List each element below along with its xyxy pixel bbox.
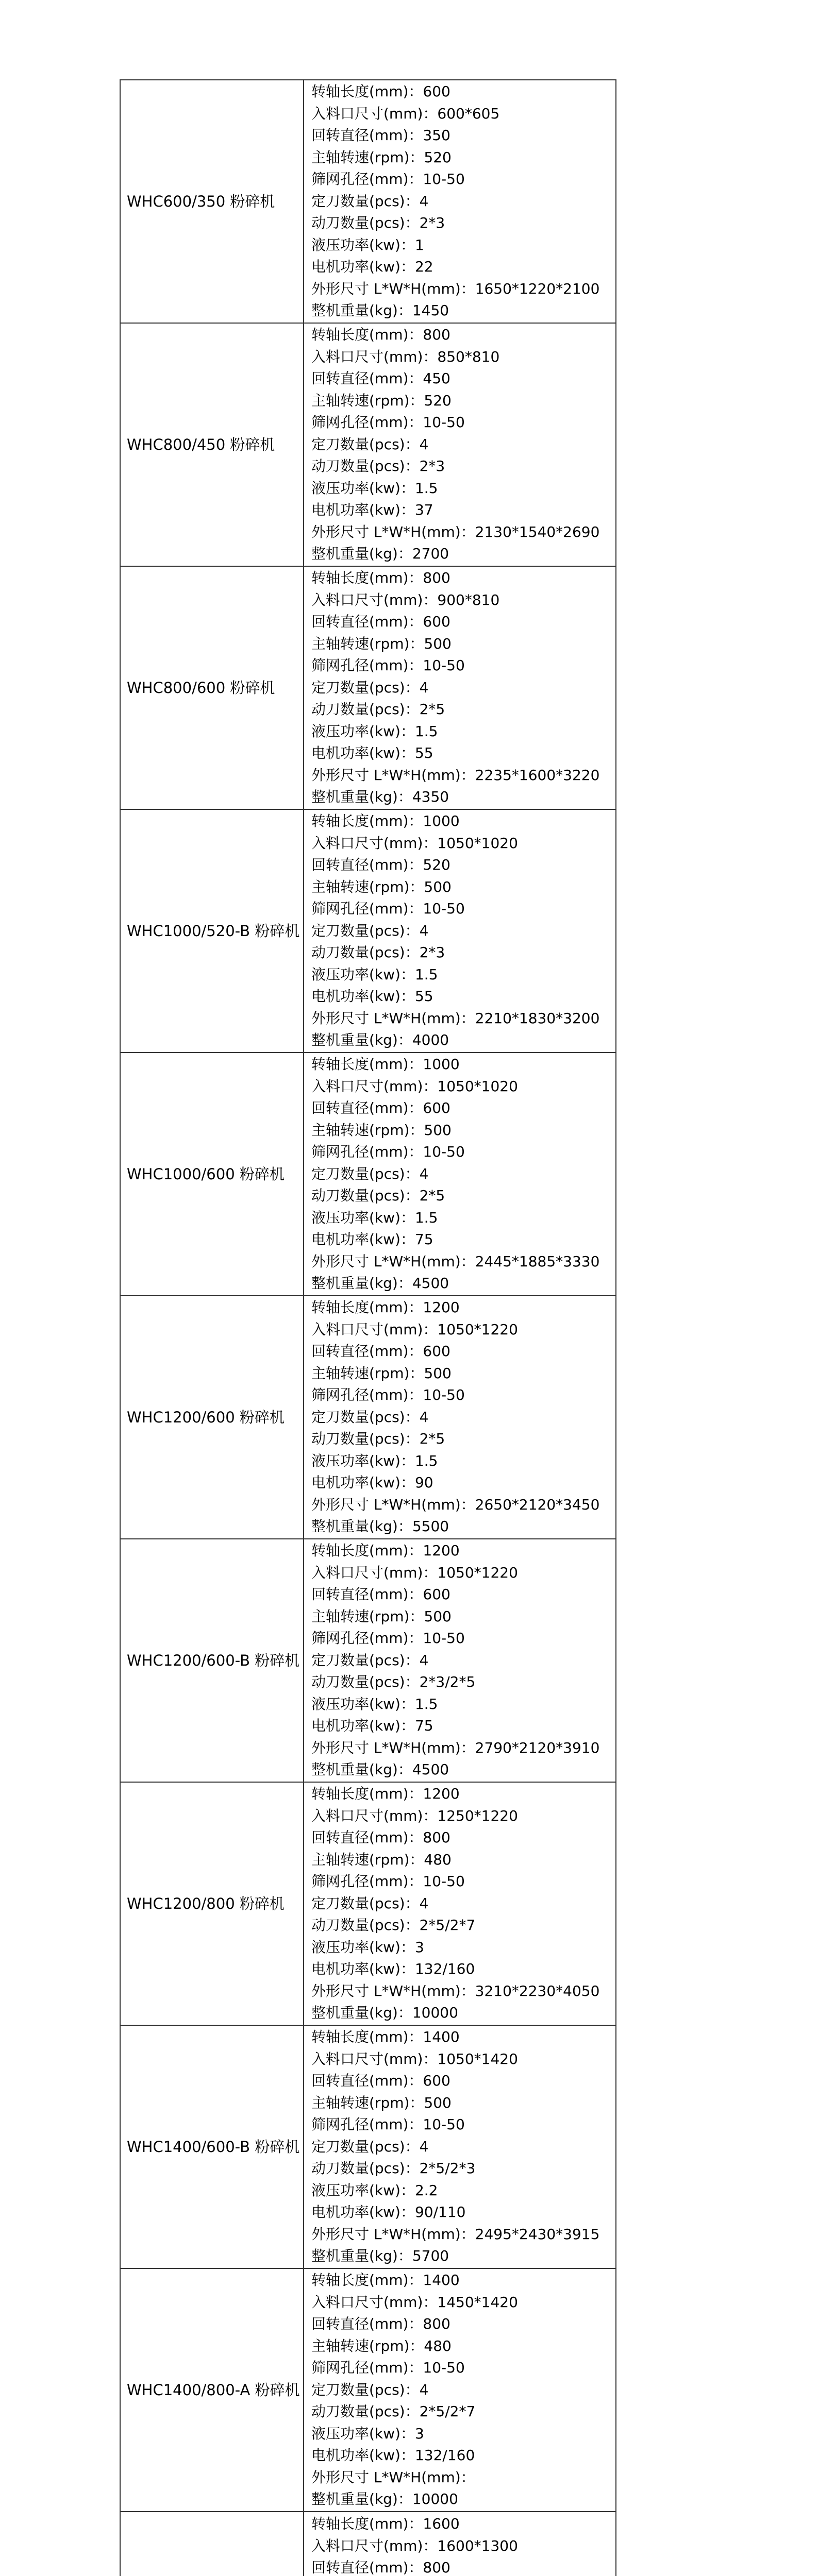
spec-line: 整机重量(kg)：4500: [311, 1275, 449, 1292]
spec-line: 外形尺寸 L*W*H(mm)：2790*2120*3910: [311, 1739, 600, 1756]
spec-line: 入料口尺寸(mm)：1450*1420: [311, 2293, 518, 2311]
spec-line: 电机功率(kw)：75: [311, 1231, 433, 1248]
spec-line: 整机重量(kg)：10000: [311, 2004, 458, 2022]
model-name-cell: WHC1400/800-A 粉碎机: [120, 2268, 304, 2512]
spec-line: 回转直径(mm)：350: [311, 127, 450, 144]
model-name-cell: WHC1000/520-B 粉碎机: [120, 809, 304, 1053]
spec-line: 转轴长度(mm)：1000: [311, 1056, 460, 1073]
spec-line: 筛网孔径(mm)：10-50: [311, 1873, 465, 1890]
spec-line: 定刀数量(pcs)：4: [311, 2381, 429, 2398]
table-row: [120, 80, 616, 323]
spec-line: 定刀数量(pcs)：4: [311, 1165, 429, 1182]
spec-line: 动刀数量(pcs)：2*5: [311, 1430, 445, 1448]
spec-line: 筛网孔径(mm)：10-50: [311, 414, 465, 431]
spec-line: 筛网孔径(mm)：10-50: [311, 2359, 465, 2377]
spec-line: 外形尺寸 L*W*H(mm)：1650*1220*2100: [311, 280, 600, 297]
spec-line: 动刀数量(pcs)：2*3: [311, 214, 445, 232]
spec-line: 筛网孔径(mm)：10-50: [311, 1143, 465, 1161]
table-row: [120, 1782, 616, 2025]
spec-line: 动刀数量(pcs)：2*5: [311, 1187, 445, 1205]
spec-line: 转轴长度(mm)：1400: [311, 2272, 460, 2289]
spec-line: 整机重量(kg)：1450: [311, 302, 449, 319]
spec-line: 定刀数量(pcs)：4: [311, 922, 429, 939]
spec-line: 外形尺寸 L*W*H(mm)：2495*2430*3915: [311, 2225, 600, 2243]
model-name-cell: WHC1200/600-B 粉碎机: [120, 1539, 304, 1782]
spec-line: 动刀数量(pcs)：2*5: [311, 701, 445, 718]
spec-line: 入料口尺寸(mm)：1050*1420: [311, 2050, 518, 2067]
spec-line: 转轴长度(mm)：1400: [311, 2028, 460, 2046]
spec-line: 入料口尺寸(mm)：1250*1220: [311, 1807, 518, 1824]
model-name-cell: WHC800/450 粉碎机: [120, 323, 304, 566]
spec-line: 筛网孔径(mm)：10-50: [311, 1386, 465, 1404]
spec-line: 定刀数量(pcs)：4: [311, 192, 429, 210]
spec-line: 外形尺寸 L*W*H(mm)：: [311, 2468, 475, 2486]
spec-list-cell: [304, 2025, 616, 2268]
table-row: [120, 2268, 616, 2512]
spec-line: 回转直径(mm)：450: [311, 370, 450, 387]
spec-line: 筛网孔径(mm)：10-50: [311, 2116, 465, 2133]
spec-list-cell: [304, 323, 616, 566]
spec-line: 整机重量(kg)：4350: [311, 788, 449, 806]
spec-line: 液压功率(kw)：1.5: [311, 479, 438, 497]
spec-line: 筛网孔径(mm)：10-50: [311, 900, 465, 918]
spec-line: 电机功率(kw)：90/110: [311, 2204, 466, 2221]
spec-line: 主轴转速(rpm)：520: [311, 392, 452, 409]
spec-line: 电机功率(kw)：90: [311, 1474, 433, 1492]
spec-line: 回转直径(mm)：600: [311, 1343, 450, 1360]
spec-line: 外形尺寸 L*W*H(mm)：2210*1830*3200: [311, 1009, 600, 1027]
table-row: [120, 1539, 616, 1782]
spec-line: 筛网孔径(mm)：10-50: [311, 1630, 465, 1647]
spec-line: 液压功率(kw)：1.5: [311, 1452, 438, 1469]
spec-line: 定刀数量(pcs)：4: [311, 2138, 429, 2155]
spec-line: 定刀数量(pcs)：4: [311, 679, 429, 696]
spec-line: 电机功率(kw)：55: [311, 988, 433, 1005]
spec-line: 主轴转速(rpm)：500: [311, 635, 452, 652]
spec-line: 筛网孔径(mm)：10-50: [311, 171, 465, 188]
spec-line: 主轴转速(rpm)：520: [311, 148, 452, 166]
table-row: [120, 1296, 616, 1539]
spec-line: 动刀数量(pcs)：2*5/2*7: [311, 2403, 476, 2420]
spec-line: 筛网孔径(mm)：10-50: [311, 657, 465, 674]
spec-line: 主轴转速(rpm)：480: [311, 2337, 452, 2354]
spec-list-cell: [304, 1539, 616, 1782]
spec-line: 回转直径(mm)：600: [311, 1099, 450, 1117]
spec-line: 回转直径(mm)：600: [311, 613, 450, 631]
spec-line: 入料口尺寸(mm)：1050*1020: [311, 834, 518, 852]
spec-line: 电机功率(kw)：55: [311, 744, 433, 762]
spec-line: 入料口尺寸(mm)：900*810: [311, 591, 500, 608]
spec-list-cell: [304, 1296, 616, 1539]
spec-line: 回转直径(mm)：800: [311, 1829, 450, 1846]
model-name-cell: WHC800/600 粉碎机: [120, 566, 304, 809]
spec-list-cell: [304, 566, 616, 809]
spec-line: 整机重量(kg)：2700: [311, 545, 449, 563]
spec-line: 外形尺寸 L*W*H(mm)：2445*1885*3330: [311, 1252, 600, 1270]
table-row: [120, 566, 616, 809]
table-row: [120, 323, 616, 566]
spec-line: 主轴转速(rpm)：480: [311, 1851, 452, 1868]
spec-line: 动刀数量(pcs)：2*3: [311, 457, 445, 475]
spec-line: 回转直径(mm)：800: [311, 2315, 450, 2333]
spec-line: 回转直径(mm)：600: [311, 1586, 450, 1603]
spec-line: 整机重量(kg)：10000: [311, 2490, 458, 2508]
spec-line: 电机功率(kw)：132/160: [311, 1960, 475, 1978]
table-row: [120, 2025, 616, 2268]
spec-list-cell: [304, 2512, 616, 2576]
spec-line: 电机功率(kw)：75: [311, 1717, 433, 1735]
spec-line: 入料口尺寸(mm)：600*605: [311, 105, 500, 122]
spec-table-body: [120, 80, 616, 2576]
spec-line: 动刀数量(pcs)：2*3/2*5: [311, 1673, 476, 1691]
spec-line: 回转直径(mm)：520: [311, 856, 450, 874]
spec-line: 定刀数量(pcs)：4: [311, 435, 429, 453]
model-name-cell: WHC600/350 粉碎机: [120, 80, 304, 323]
spec-line: 动刀数量(pcs)：2*3: [311, 944, 445, 961]
spec-line: 入料口尺寸(mm)：1050*1020: [311, 1077, 518, 1095]
spec-line: 入料口尺寸(mm)：850*810: [311, 348, 500, 365]
spec-line: 入料口尺寸(mm)：1050*1220: [311, 1320, 518, 1338]
spec-line: 外形尺寸 L*W*H(mm)：3210*2230*4050: [311, 1982, 600, 1999]
spec-line: 外形尺寸 L*W*H(mm)：2130*1540*2690: [311, 523, 600, 540]
spec-line: 主轴转速(rpm)：500: [311, 1607, 452, 1625]
spec-line: 回转直径(mm)：600: [311, 2072, 450, 2090]
spec-line: 动刀数量(pcs)：2*5/2*7: [311, 1917, 476, 1934]
spec-line: 液压功率(kw)：2.2: [311, 2181, 438, 2199]
spec-line: 液压功率(kw)：1.5: [311, 965, 438, 983]
spec-line: 转轴长度(mm)：1200: [311, 1299, 460, 1316]
spec-line: 转轴长度(mm)：1000: [311, 812, 460, 830]
model-name-cell: WHC1200/800 粉碎机: [120, 1782, 304, 2025]
spec-line: 电机功率(kw)：22: [311, 258, 433, 276]
spec-list-cell: [304, 1782, 616, 2025]
spec-line: 动刀数量(pcs)：2*5/2*3: [311, 2160, 476, 2177]
spec-line: 外形尺寸 L*W*H(mm)：2650*2120*3450: [311, 1496, 600, 1513]
table-row: [120, 809, 616, 1053]
spec-line: 整机重量(kg)：5700: [311, 2247, 449, 2265]
spec-line: 电机功率(kw)：37: [311, 501, 433, 519]
spec-line: 转轴长度(mm)：1600: [311, 2515, 460, 2532]
spec-line: 外形尺寸 L*W*H(mm)：2235*1600*3220: [311, 766, 600, 784]
spec-line: 液压功率(kw)：3: [311, 1938, 424, 1956]
spec-line: 入料口尺寸(mm)：1600*1300: [311, 2537, 518, 2554]
spec-line: 定刀数量(pcs)：4: [311, 1408, 429, 1426]
spec-line: 液压功率(kw)：3: [311, 2425, 424, 2442]
spec-line: 回转直径(mm)：800: [311, 2559, 450, 2576]
spec-line: 转轴长度(mm)：600: [311, 83, 450, 100]
spec-line: 定刀数量(pcs)：4: [311, 1651, 429, 1669]
spec-line: 液压功率(kw)：1.5: [311, 1209, 438, 1226]
spec-line: 主轴转速(rpm)：500: [311, 1364, 452, 1382]
spec-line: 转轴长度(mm)：1200: [311, 1785, 460, 1803]
spec-list-cell: [304, 809, 616, 1053]
spec-line: 转轴长度(mm)：800: [311, 326, 450, 344]
spec-line: 入料口尺寸(mm)：1050*1220: [311, 1564, 518, 1581]
crusher-spec-table: [120, 79, 616, 2576]
spec-line: 整机重量(kg)：5500: [311, 1518, 449, 1535]
spec-list-cell: [304, 80, 616, 323]
spec-line: 液压功率(kw)：1.5: [311, 722, 438, 740]
table-row: [120, 1053, 616, 1296]
spec-line: 整机重量(kg)：4500: [311, 1761, 449, 1778]
spec-line: 液压功率(kw)：1.5: [311, 1695, 438, 1713]
spec-line: 主轴转速(rpm)：500: [311, 1121, 452, 1139]
spec-line: 电机功率(kw)：132/160: [311, 2447, 475, 2464]
spec-list-cell: [304, 1053, 616, 1296]
model-name-cell: WHC1000/600 粉碎机: [120, 1053, 304, 1296]
spec-line: 整机重量(kg)：4000: [311, 1031, 449, 1049]
model-name-cell: [120, 2512, 304, 2576]
spec-list-cell: [304, 2268, 616, 2512]
spec-line: 主轴转速(rpm)：500: [311, 878, 452, 895]
spec-line: 定刀数量(pcs)：4: [311, 1894, 429, 1912]
spec-line: 转轴长度(mm)：800: [311, 569, 450, 587]
spec-line: 转轴长度(mm)：1200: [311, 1542, 460, 1560]
table-row: [120, 2512, 616, 2576]
model-name-cell: WHC1400/600-B 粉碎机: [120, 2025, 304, 2268]
spec-line: 液压功率(kw)：1: [311, 236, 424, 253]
spec-line: 主轴转速(rpm)：500: [311, 2094, 452, 2111]
model-name-cell: WHC1200/600 粉碎机: [120, 1296, 304, 1539]
